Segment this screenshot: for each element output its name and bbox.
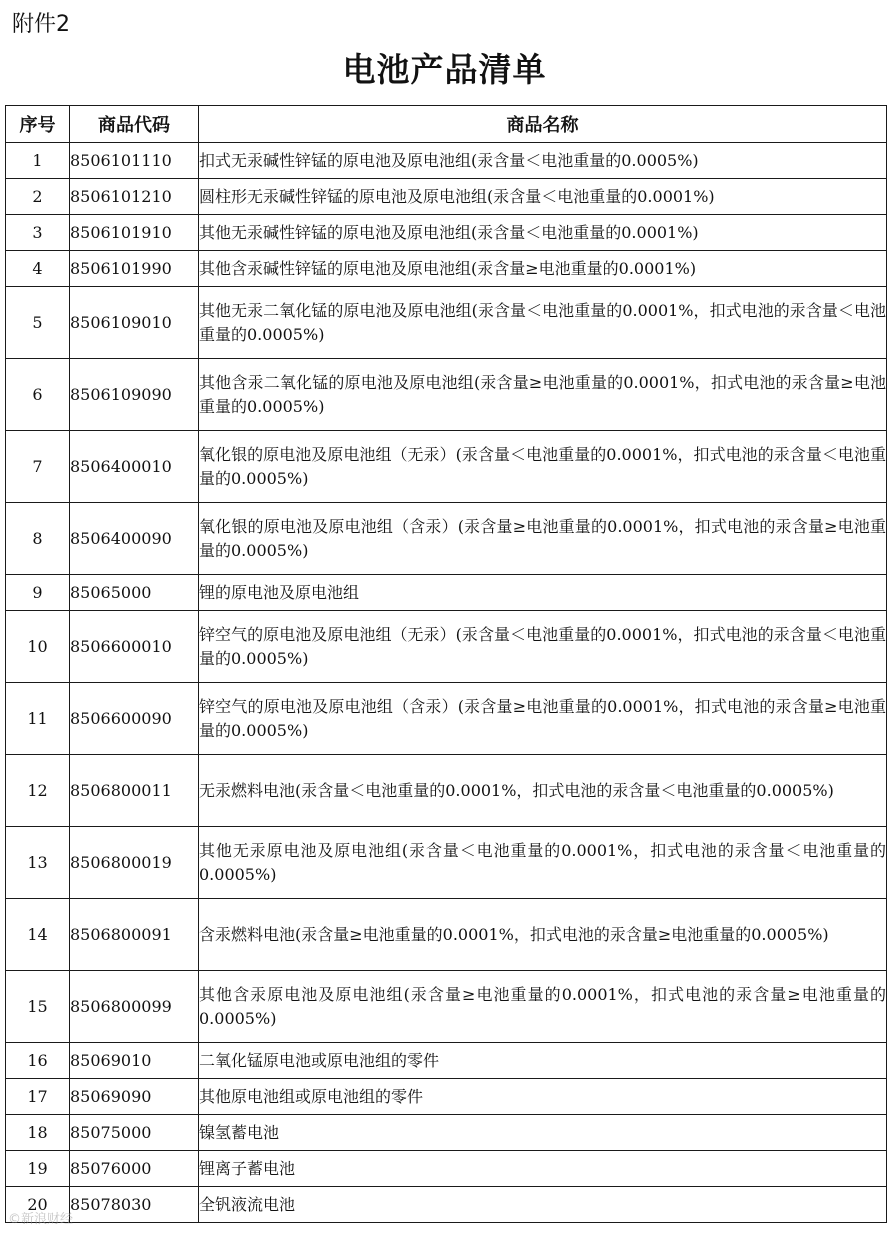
row-name: 其他含汞原电池及原电池组(汞含量≥电池重量的0.0001%，扣式电池的汞含量≥电池重量的0.0005%) [199,971,887,1043]
row-code: 85065000 [70,575,199,611]
table-row [6,431,887,503]
row-name: 锂离子蓄电池 [199,1151,887,1187]
row-code: 8506101210 [70,179,199,215]
row-name: 锌空气的原电池及原电池组（含汞）(汞含量≥电池重量的0.0001%，扣式电池的汞含量≥电池重量的0.0005%) [199,683,887,755]
row-code: 85076000 [70,1151,199,1187]
row-code: 8506800099 [70,971,199,1043]
row-name: 其他含汞二氧化锰的原电池及原电池组(汞含量≥电池重量的0.0001%，扣式电池的汞含量≥电池重量的0.0005%) [199,359,887,431]
table-row [6,251,887,287]
table-row [6,755,887,827]
table-row [6,899,887,971]
row-name: 镍氢蓄电池 [199,1115,887,1151]
table-row [6,179,887,215]
table-row [6,611,887,683]
row-name: 含汞燃料电池(汞含量≥电池重量的0.0001%，扣式电池的汞含量≥电池重量的0.0005%) [199,899,887,971]
row-index: 9 [6,575,70,611]
table-row [6,359,887,431]
row-index: 4 [6,251,70,287]
row-index: 1 [6,143,70,179]
row-name: 圆柱形无汞碱性锌锰的原电池及原电池组(汞含量＜电池重量的0.0001%) [199,179,887,215]
row-code: 8506600010 [70,611,199,683]
row-index: 13 [6,827,70,899]
column-header-code: 商品代码 [70,106,199,143]
row-index: 6 [6,359,70,431]
row-name: 锂的原电池及原电池组 [199,575,887,611]
table-row [6,503,887,575]
row-name: 二氧化锰原电池或原电池组的零件 [199,1043,887,1079]
row-index: 2 [6,179,70,215]
table-row [6,215,887,251]
row-code: 8506400010 [70,431,199,503]
table-body [6,143,887,1223]
row-code: 8506800019 [70,827,199,899]
column-header-index: 序号 [6,106,70,143]
row-code: 8506109090 [70,359,199,431]
row-index: 15 [6,971,70,1043]
row-index: 7 [6,431,70,503]
page-title: 电池产品清单 [342,50,547,89]
table-row [6,1115,887,1151]
row-code: 8506400090 [70,503,199,575]
row-index: 16 [6,1043,70,1079]
row-code: 85069090 [70,1079,199,1115]
table-row [6,575,887,611]
row-name: 氧化银的原电池及原电池组（含汞）(汞含量≥电池重量的0.0001%，扣式电池的汞含量≥电池重量的0.0005%) [199,503,887,575]
row-name: 其他含汞碱性锌锰的原电池及原电池组(汞含量≥电池重量的0.0001%) [199,251,887,287]
row-index: 8 [6,503,70,575]
row-name: 其他无汞原电池及原电池组(汞含量＜电池重量的0.0001%，扣式电池的汞含量＜电池重量的0.0005%) [199,827,887,899]
row-index: 14 [6,899,70,971]
row-code: 85075000 [70,1115,199,1151]
table-header-row [6,106,887,143]
row-code: 8506600090 [70,683,199,755]
row-name: 锌空气的原电池及原电池组（无汞）(汞含量＜电池重量的0.0001%，扣式电池的汞含量＜电池重量的0.0005%) [199,611,887,683]
table-row [6,683,887,755]
row-name: 扣式无汞碱性锌锰的原电池及原电池组(汞含量＜电池重量的0.0005%) [199,143,887,179]
row-index: 18 [6,1115,70,1151]
row-code: 8506101110 [70,143,199,179]
row-name: 氧化银的原电池及原电池组（无汞）(汞含量＜电池重量的0.0001%，扣式电池的汞含量＜电池重量的0.0005%) [199,431,887,503]
row-index: 5 [6,287,70,359]
row-code: 8506101910 [70,215,199,251]
row-code: 8506109010 [70,287,199,359]
row-name: 其他原电池组或原电池组的零件 [199,1079,887,1115]
column-header-name: 商品名称 [199,106,887,143]
row-code: 85078030 [70,1187,199,1223]
table-row [6,1043,887,1079]
row-index: 3 [6,215,70,251]
table-row [6,143,887,179]
row-index: 19 [6,1151,70,1187]
table-row [6,827,887,899]
row-name: 全钒液流电池 [199,1187,887,1223]
table-row [6,287,887,359]
table-row [6,1151,887,1187]
row-index: 11 [6,683,70,755]
row-index: 17 [6,1079,70,1115]
battery-product-table [5,105,887,1223]
row-code: 85069010 [70,1043,199,1079]
table-row [6,1079,887,1115]
table-row [6,971,887,1043]
row-index: 10 [6,611,70,683]
row-index: 12 [6,755,70,827]
row-name: 其他无汞碱性锌锰的原电池及原电池组(汞含量＜电池重量的0.0001%) [199,215,887,251]
row-name: 其他无汞二氧化锰的原电池及原电池组(汞含量＜电池重量的0.0001%，扣式电池的汞含量＜电池重量的0.0005%) [199,287,887,359]
row-code: 8506800091 [70,899,199,971]
row-name: 无汞燃料电池(汞含量＜电池重量的0.0001%，扣式电池的汞含量＜电池重量的0.0005%) [199,755,887,827]
row-index: 20 [6,1187,70,1223]
attachment-label: 附件2 [12,12,70,37]
watermark: ©新浪财经 [8,1212,74,1227]
row-code: 8506101990 [70,251,199,287]
table-row [6,1187,887,1223]
row-code: 8506800011 [70,755,199,827]
